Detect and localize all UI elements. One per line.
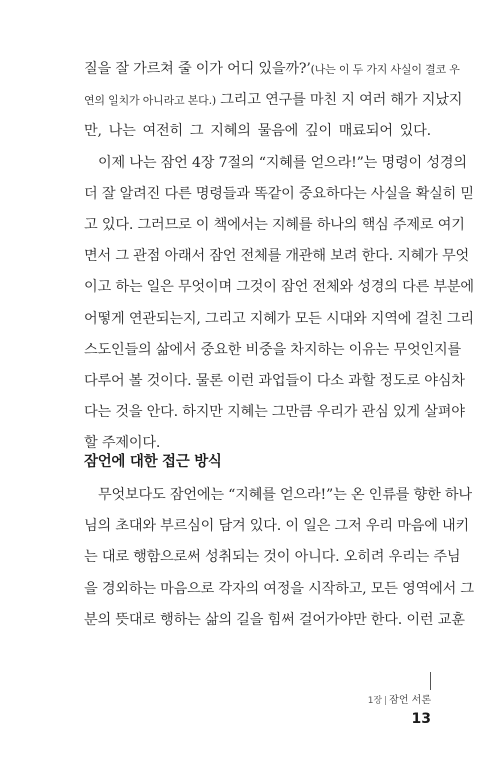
footer-divider — [430, 672, 431, 690]
text-line: 분의 뜻대로 행하는 삶의 길을 힘써 걸어가야만 한다. 이런 교훈 — [84, 611, 465, 628]
body-text-section — [84, 480, 474, 636]
text-line: 더 잘 알려진 다른 명령들과 똑같이 중요하다는 사실을 확실히 믿 — [84, 185, 474, 202]
footer-separator: | — [384, 696, 388, 706]
text-line: 고 있다. 그러므로 이 책에서는 지혜를 하나의 핵심 주제로 여기 — [84, 216, 465, 233]
text-line: 님의 초대와 부르심이 담겨 있다. 이 일은 그저 우리 마음에 내키 — [84, 518, 470, 535]
text-line: 스도인들의 삶에서 중요한 비중을 차지하는 이유는 무엇인지를 — [84, 341, 461, 358]
text-line: 연의 일치가 아니라고 본다.) 그리고 연구를 마친 지 여러 해가 지났지 — [84, 92, 463, 109]
text-line: 이고 하는 일은 무엇이며 그것이 잠언 전체와 성경의 다른 부분에 — [84, 279, 474, 296]
text-line: 면서 그 관점 아래서 잠언 전체를 개관해 보려 한다. 지혜가 무엇 — [84, 248, 470, 265]
text-line: 이제 나는 잠언 4장 7절의 “지혜를 얻으라!”는 명령이 성경의 — [84, 154, 467, 171]
text-line: 다는 것을 안다. 하지만 지혜는 그만큼 우리가 관심 있게 살펴야 — [84, 404, 465, 421]
page-number: 13 — [411, 711, 431, 727]
footer-chapter: 1장 — [367, 696, 383, 706]
text-line: 무엇보다도 잠언에는 “지혜를 얻으라!”는 온 인류를 향한 하나 — [84, 487, 472, 503]
text-line: 만, 나는 여전히 그 지혜의 물음에 깊이 매료되어 있다. — [84, 123, 431, 140]
text-line: 어떻게 연관되는지, 그리고 지혜가 모든 시대와 지역에 걸친 그리 — [84, 310, 474, 327]
body-text-top — [84, 54, 474, 459]
text-line: 다루어 볼 것이다. 물론 이런 과업들이 다소 과할 정도로 야심차 — [84, 372, 465, 389]
text-line: 질을 잘 가르쳐 줄 이가 어디 있을까?’(나는 이 두 가지 사실이 결코 우 — [84, 61, 460, 77]
footer-title: 잠언 서론 — [389, 695, 431, 706]
text-line: 을 경외하는 마음으로 각자의 여정을 시작하고, 모든 영역에서 그 — [84, 580, 474, 597]
text-line: 는 대로 행함으로써 성취되는 것이 아니다. 오히려 우리는 주님 — [84, 549, 461, 566]
text-line: 할 주제이다. — [84, 435, 161, 452]
running-footer — [368, 693, 431, 709]
section-heading: 잠언에 대한 접근 방식 — [84, 454, 222, 470]
